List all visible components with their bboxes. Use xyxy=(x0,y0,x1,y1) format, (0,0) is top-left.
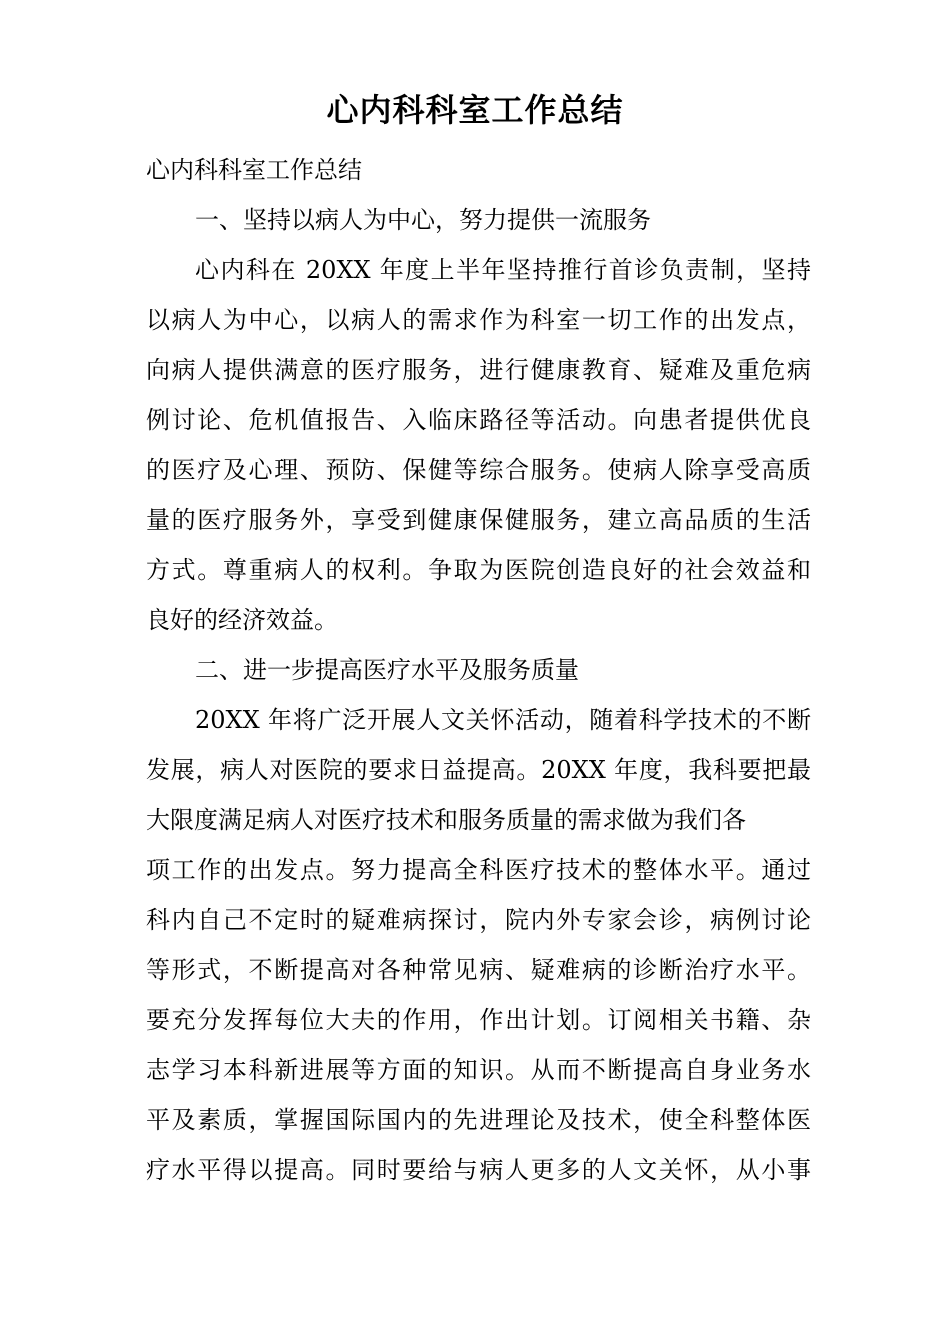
text-line: 方式。尊重病人的权利。争取为医院创造良好的社会效益和 xyxy=(146,556,811,584)
text-line: 良好的经济效益。 xyxy=(146,606,338,634)
text-line: 疗水平得以提高。同时要给与病人更多的人文关怀，从小事 xyxy=(146,1156,811,1184)
text-line: 量的医疗服务外，享受到健康保健服务，建立高品质的生活 xyxy=(146,506,811,534)
text-line: 志学习本科新进展等方面的知识。从而不断提高自身业务水 xyxy=(146,1056,811,1084)
text-line: 一、坚持以病人为中心，努力提供一流服务 xyxy=(195,206,651,234)
text-line: 心内科科室工作总结 xyxy=(146,156,362,184)
document-body xyxy=(146,145,811,1195)
text-line: 例讨论、危机值报告、入临床路径等活动。向患者提供优良 xyxy=(146,406,811,434)
document-title: 心内科科室工作总结 xyxy=(326,91,624,129)
text-line: 科内自己不定时的疑难病探讨，院内外专家会诊，病例讨论 xyxy=(146,906,811,934)
text-line: 等形式，不断提高对各种常见病、疑难病的诊断治疗水平。 xyxy=(146,956,811,984)
text-line: 二、进一步提高医疗水平及服务质量 xyxy=(195,656,579,684)
text-line: 要充分发挥每位大夫的作用，作出计划。订阅相关书籍、杂 xyxy=(146,1006,811,1034)
text-line: 平及素质，掌握国际国内的先进理论及技术，使全科整体医 xyxy=(146,1106,811,1134)
text-line: 发展，病人对医院的要求日益提高。20XX 年度，我科要把最 xyxy=(146,756,811,784)
text-line: 20XX 年将广泛开展人文关怀活动，随着科学技术的不断 xyxy=(195,706,811,734)
text-line: 项工作的出发点。努力提高全科医疗技术的整体水平。通过 xyxy=(146,856,811,884)
text-line: 的医疗及心理、预防、保健等综合服务。使病人除享受高质 xyxy=(146,456,811,484)
text-line: 以病人为中心，以病人的需求作为科室一切工作的出发点， xyxy=(146,306,811,334)
text-line: 心内科在 20XX 年度上半年坚持推行首诊负责制，坚持 xyxy=(195,256,811,284)
text-line: 向病人提供满意的医疗服务，进行健康教育、疑难及重危病 xyxy=(146,356,811,384)
text-line: 大限度满足病人对医疗技术和服务质量的需求做为我们各 xyxy=(146,806,746,834)
